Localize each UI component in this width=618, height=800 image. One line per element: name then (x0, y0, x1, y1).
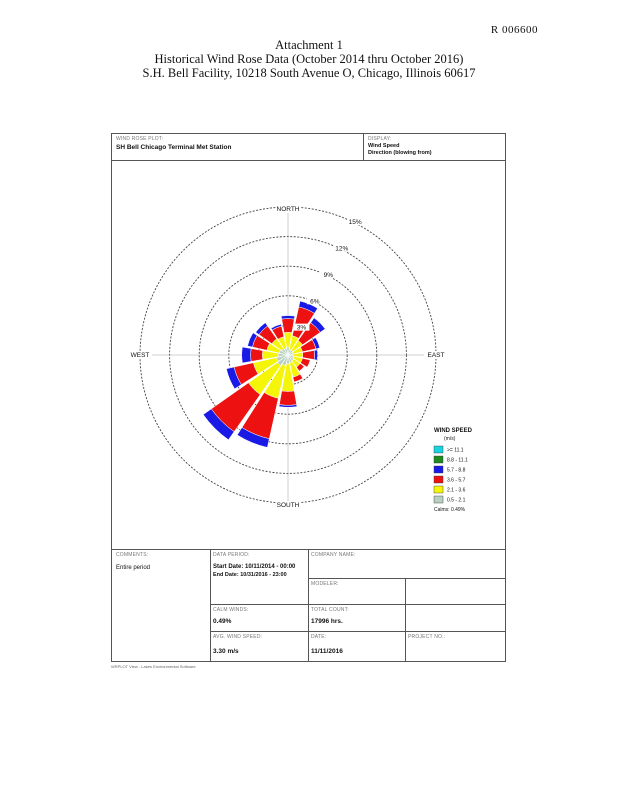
header-line-3: S.H. Bell Facility, 10218 South Avenue O, Chicago, Illinois 60617 (142, 66, 476, 80)
info-divider-2 (308, 549, 309, 661)
avg-speed-value: 3.30 m/s (213, 648, 239, 655)
station-name: SH Bell Chicago Terminal Met Station (116, 144, 232, 151)
radial-label: 6% (310, 298, 320, 306)
legend-label: 2.1 - 3.6 (447, 487, 466, 494)
page-reference: R 006600 (490, 24, 538, 36)
calm-winds-value: 0.49% (213, 618, 232, 625)
info-rule-low (210, 631, 505, 632)
legend-swatch (434, 476, 443, 483)
info-rule-mid (210, 604, 505, 605)
radial-label: 15% (348, 219, 362, 227)
software-footer: WRPLOT View - Lakes Environmental Software (111, 664, 196, 669)
document-header (0, 38, 618, 80)
legend-swatch (434, 466, 443, 473)
legend-label: 0.5 - 2.1 (447, 497, 466, 504)
start-date: Start Date: 10/11/2014 - 00:00 (213, 564, 296, 570)
project-caption: PROJECT NO.: (408, 634, 446, 640)
total-count-caption: TOTAL COUNT: (311, 607, 349, 613)
data-period-caption: DATA PERIOD: (213, 552, 250, 558)
legend-title: WIND SPEED (434, 428, 473, 434)
display-caption: DISPLAY: (368, 136, 392, 142)
header-line-2: Historical Wind Rose Data (October 2014 thru October 2016) (154, 52, 464, 66)
legend-swatch (434, 496, 443, 503)
petal-E-bin-2 (303, 350, 315, 359)
header-divider (363, 134, 364, 160)
company-caption: COMPANY NAME: (311, 552, 356, 558)
display-line-1: Wind Speed (368, 143, 400, 149)
legend-label: 5.7 - 8.8 (447, 467, 466, 474)
compass-east: EAST (427, 352, 445, 359)
comments-value: Entire period (116, 565, 151, 571)
display-line-2: Direction (blowing from) (368, 150, 432, 156)
legend-calms: Calms: 0.49% (434, 507, 466, 513)
radial-label: 12% (335, 245, 349, 253)
date-value: 11/11/2016 (311, 648, 343, 655)
legend-swatch (434, 486, 443, 493)
comments-caption: COMMENTS: (116, 552, 149, 558)
end-date: End Date: 10/31/2016 - 23:00 (213, 572, 287, 578)
legend-swatch (434, 456, 443, 463)
modeler-caption: MODELER: (311, 581, 339, 587)
compass-south: SOUTH (276, 502, 300, 509)
petal-N-bin-2 (282, 318, 295, 332)
petal-W-bin-3 (242, 347, 251, 363)
info-divider-1 (210, 549, 211, 661)
calm-winds-caption: CALM WINDS: (213, 607, 249, 613)
legend-label: >= 11.1 (447, 447, 464, 454)
petal-S-bin-2 (279, 391, 296, 405)
avg-speed-caption: AVG. WIND SPEED: (213, 634, 263, 640)
legend-unit: (m/s) (444, 436, 456, 442)
total-count-value: 17996 hrs. (311, 618, 343, 625)
legend-swatch (434, 446, 443, 453)
radial-label: 3% (296, 324, 307, 332)
petal-E-bin-3 (314, 350, 317, 360)
compass-west: WEST (130, 352, 150, 359)
date-caption: DATE: (311, 634, 327, 640)
legend-label: 3.6 - 5.7 (447, 477, 466, 484)
petal-N-bin-3 (281, 316, 295, 320)
radial-label: 9% (323, 271, 334, 279)
petal-W-bin-2 (251, 349, 263, 362)
info-rule-company (308, 578, 505, 579)
plot-caption: WIND ROSE PLOT: (116, 136, 164, 142)
wind-rose-chart (112, 161, 505, 549)
header-line-1: Attachment 1 (275, 38, 343, 52)
compass-north: NORTH (276, 206, 300, 213)
wind-rose-report-frame (111, 133, 506, 662)
info-divider-3 (405, 578, 406, 661)
legend-label: 8.8 - 11.1 (447, 457, 468, 464)
